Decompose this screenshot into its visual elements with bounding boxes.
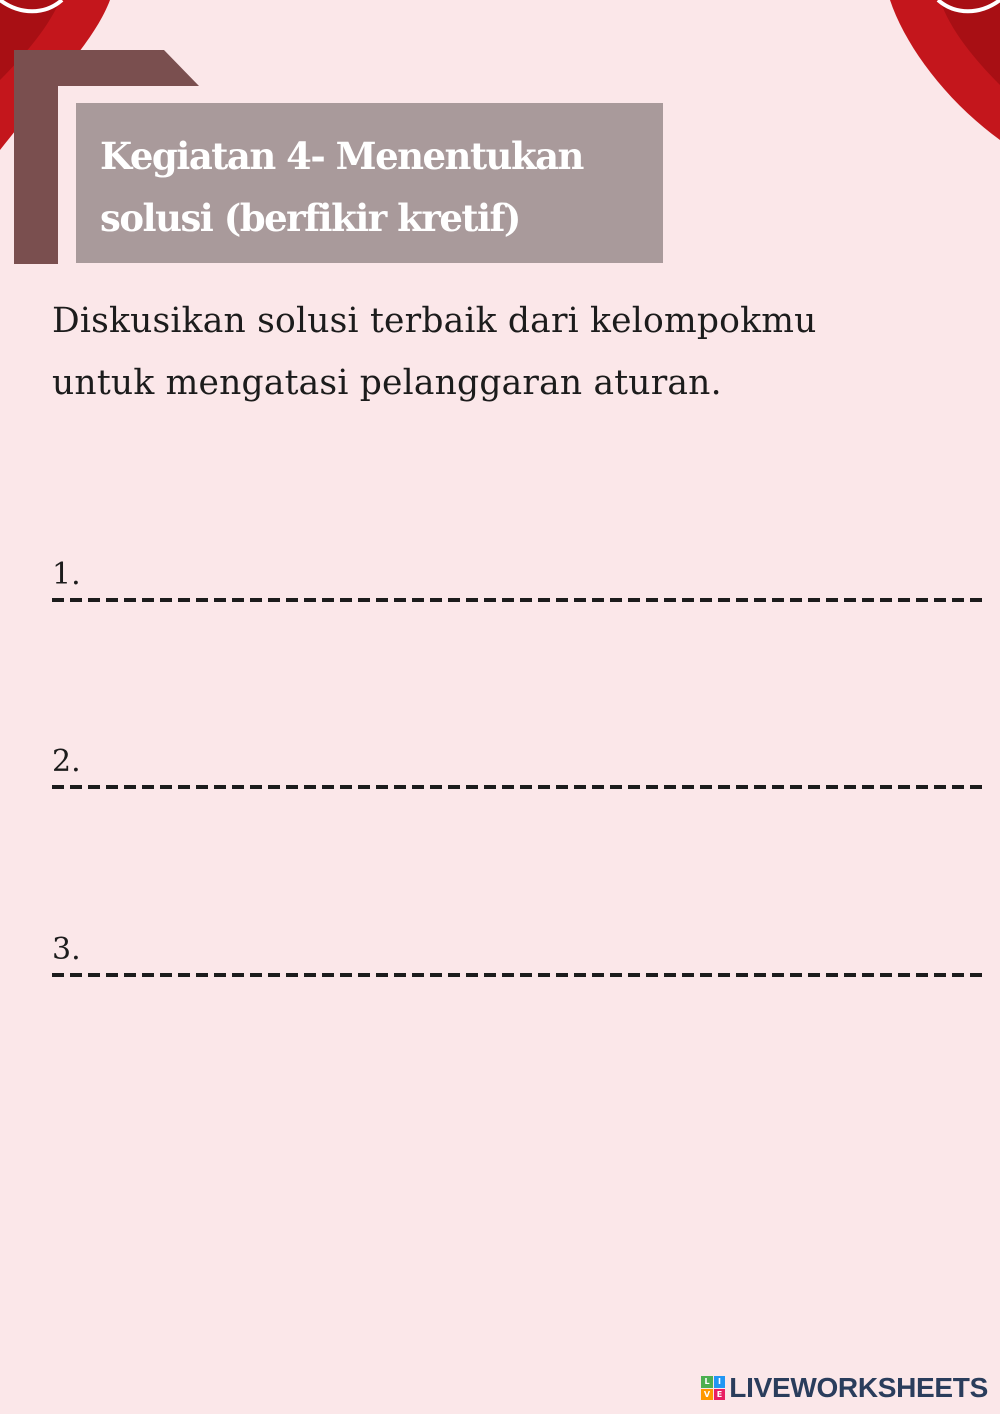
logo-letter-l: L <box>701 1376 713 1388</box>
answer-dashed-line-3 <box>52 973 988 977</box>
activity-title-line-1: Kegiatan 4- Menentukan <box>100 134 583 178</box>
instruction-line-2: untuk mengatasi pelanggaran aturan. <box>52 363 722 403</box>
answer-item-2 <box>52 742 988 812</box>
activity-title-line-2: solusi (berfikir kretif) <box>100 196 520 240</box>
curtain-right-decoration <box>840 0 1000 160</box>
answer-input-3[interactable] <box>96 930 980 972</box>
answer-number-2: 2. <box>52 744 81 779</box>
brand-name: LIVEWORKSHEETS <box>729 1372 988 1403</box>
answer-item-3 <box>52 930 988 1000</box>
logo-letter-e: E <box>714 1389 726 1401</box>
instruction-line-1: Diskusikan solusi terbaik dari kelompokmu <box>52 301 817 341</box>
answer-number-3: 3. <box>52 932 81 967</box>
instruction-text <box>52 290 982 414</box>
logo-letter-i: I <box>714 1376 726 1388</box>
answer-dashed-line-2 <box>52 785 988 789</box>
answer-dashed-line-1 <box>52 598 988 602</box>
answer-input-1[interactable] <box>96 555 980 597</box>
answer-item-1 <box>52 555 988 625</box>
liveworksheets-brand <box>701 1372 988 1404</box>
answer-input-2[interactable] <box>96 742 980 784</box>
liveworksheets-logo-icon <box>701 1376 725 1400</box>
activity-title-box <box>76 103 663 263</box>
answer-number-1: 1. <box>52 557 81 592</box>
logo-letter-v: V <box>701 1389 713 1401</box>
